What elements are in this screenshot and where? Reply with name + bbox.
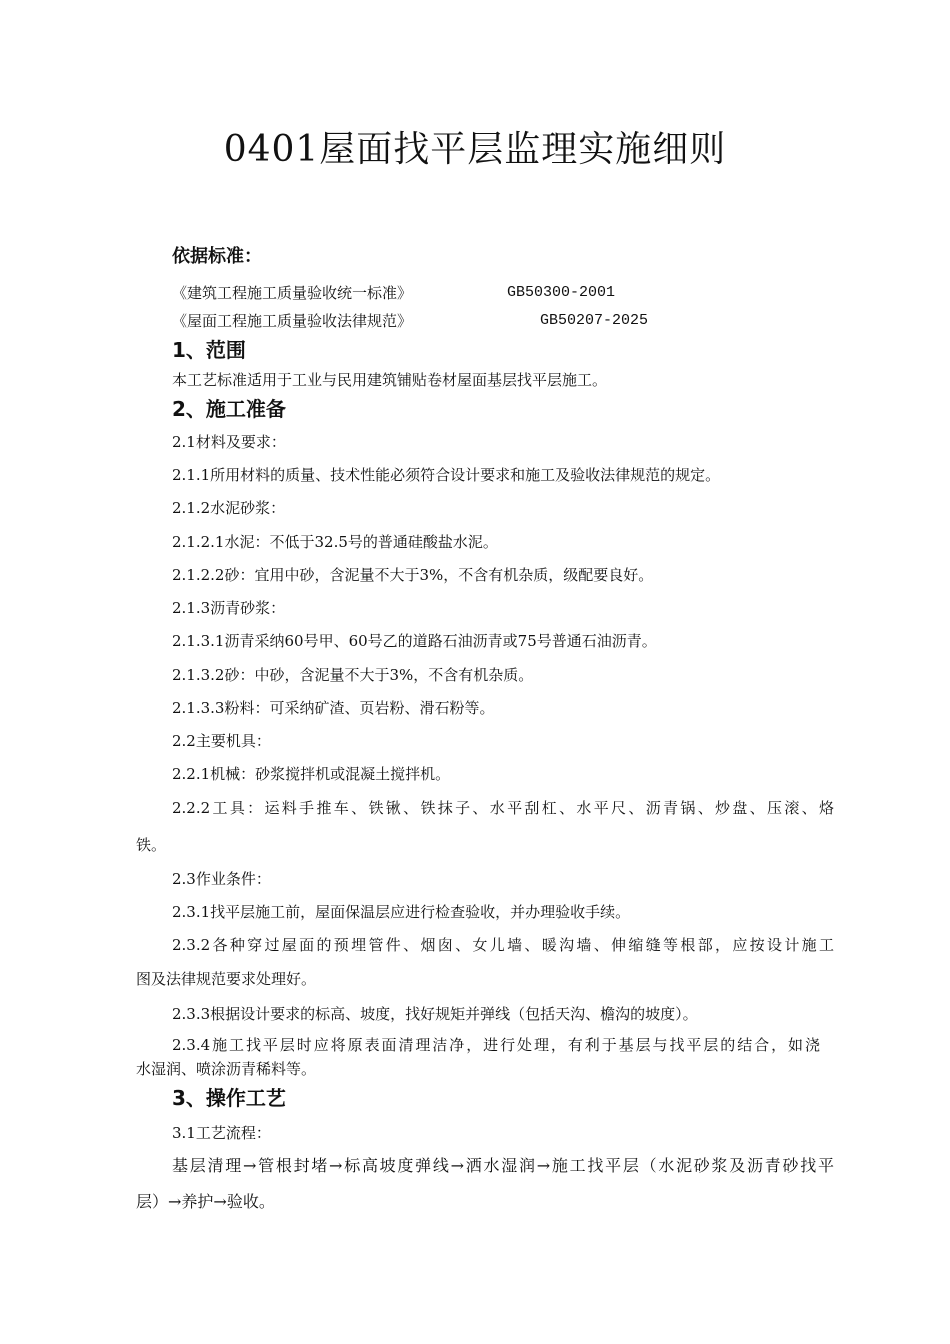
standard-name-1: 《建筑工程施工质量验收统一标准》 — [172, 284, 413, 302]
standard-code-2: GB50207-2025 — [540, 312, 649, 329]
paragraph-line: 2.1.3沥青砂浆： — [172, 599, 286, 617]
paragraph-line: 2.1.2水泥砂浆： — [172, 499, 286, 517]
basis-heading: 依据标准： — [172, 246, 262, 267]
section-heading-preparation: 2、施工准备 — [172, 397, 286, 421]
paragraph-line: 铁。 — [136, 836, 167, 854]
paragraph-line: 2.3.4施工找平层时应将原表面清理洁净，进行处理，有利于基层与找平层的结合，如浇 — [172, 1036, 820, 1054]
standard-name-2: 《屋面工程施工质量验收法律规范》 — [172, 312, 413, 330]
section-heading-scope: 1、范围 — [172, 338, 246, 362]
paragraph-scope: 本工艺标准适用于工业与民用建筑铺贴卷材屋面基层找平层施工。 — [172, 371, 608, 389]
paragraph-line: 2.2.1机械：砂浆搅拌机或混凝土搅拌机。 — [172, 765, 451, 783]
paragraph-line: 2.3.1找平层施工前，屋面保温层应进行检查验收，并办理验收手续。 — [172, 903, 631, 921]
paragraph-line: 2.2主要机具： — [172, 732, 271, 750]
section-heading-operation: 3、操作工艺 — [172, 1086, 286, 1110]
paragraph-line: 层）→养护→验收。 — [136, 1192, 275, 1211]
paragraph-line: 2.1.3.3粉料：可采纳矿渣、页岩粉、滑石粉等。 — [172, 699, 495, 717]
paragraph-line: 2.1.1所用材料的质量、技术性能必须符合设计要求和施工及验收法律规范的规定。 — [172, 466, 721, 484]
standard-code-1: GB50300-2001 — [507, 284, 616, 301]
paragraph-line: 图及法律规范要求处理好。 — [136, 970, 317, 988]
paragraph-line: 2.1材料及要求： — [172, 433, 286, 451]
paragraph-line: 2.1.2.1水泥：不低于32.5号的普通硅酸盐水泥。 — [172, 533, 498, 551]
document-title: 0401屋面找平层监理实施细则 — [223, 129, 727, 170]
paragraph-line: 2.1.3.1沥青采纳60号甲、60号乙的道路石油沥青或75号普通石油沥青。 — [172, 632, 657, 650]
paragraph-line: 2.1.3.2砂：中砂，含泥量不大于3%，不含有机杂质。 — [172, 666, 534, 684]
paragraph-line: 2.3.3根据设计要求的标高、坡度，找好规矩并弹线（包括天沟、檐沟的坡度）。 — [172, 1005, 698, 1023]
paragraph-line: 2.3.2各种穿过屋面的预埋管件、烟囱、女儿墙、暖沟墙、伸缩缝等根部，应按设计施工 — [172, 936, 834, 954]
paragraph-line: 2.1.2.2砂：宜用中砂，含泥量不大于3%，不含有机杂质，级配要良好。 — [172, 566, 654, 584]
paragraph-line: 2.2.2工具：运料手推车、铁锹、铁抹子、水平刮杠、水平尺、沥青锅、炒盘、压滚、烙 — [172, 799, 834, 817]
paragraph-line: 水湿润、喷涂沥青稀料等。 — [136, 1060, 317, 1078]
paragraph-line: 基层清理→管根封堵→标高坡度弹线→洒水湿润→施工找平层（水泥砂浆及沥青砂找平 — [172, 1156, 834, 1175]
paragraph-line: 2.3作业条件： — [172, 870, 271, 888]
paragraph-line: 3.1工艺流程： — [172, 1124, 271, 1142]
